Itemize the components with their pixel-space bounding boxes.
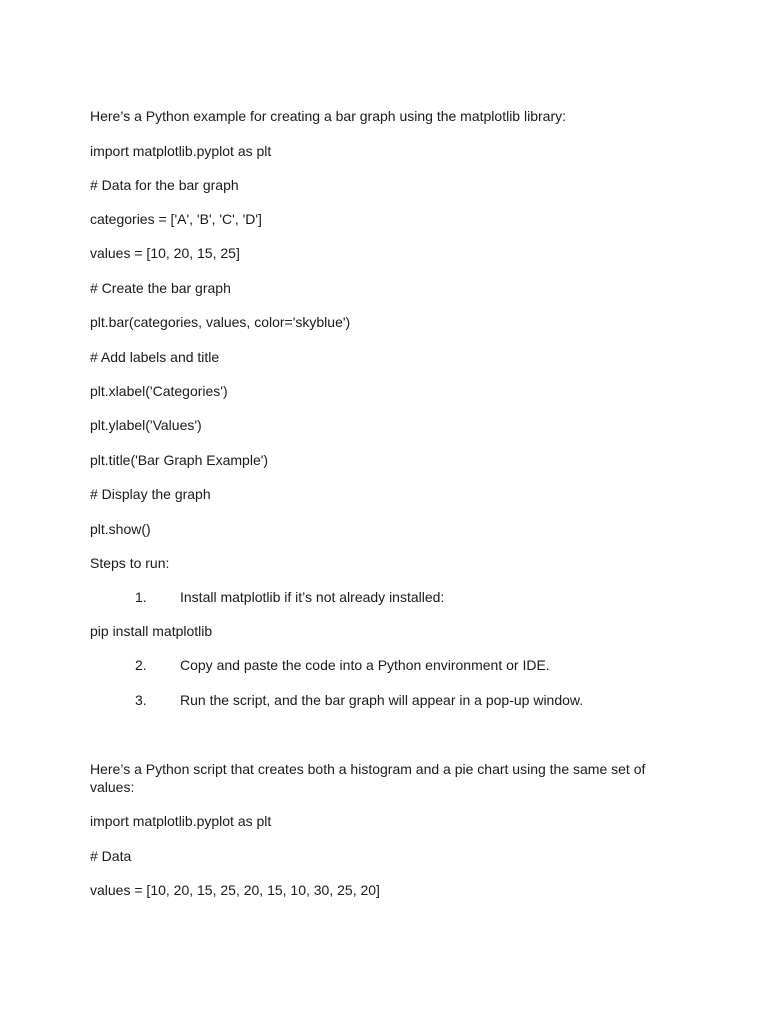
code-comment: # Data xyxy=(90,848,132,864)
code-line: plt.ylabel('Values') xyxy=(90,417,202,433)
code-line: categories = ['A', 'B', 'C', 'D'] xyxy=(90,211,262,227)
code-line: values = [10, 20, 15, 25] xyxy=(90,245,240,261)
step-number: 3. xyxy=(135,692,147,708)
code-line: import matplotlib.pyplot as plt xyxy=(90,813,272,829)
intro-paragraph: Here’s a Python example for creating a bar graph using the matplotlib library: xyxy=(90,108,566,124)
code-line: plt.show() xyxy=(90,521,151,537)
code-line: plt.bar(categories, values, color='skyblue') xyxy=(90,314,351,330)
code-comment: # Create the bar graph xyxy=(90,280,231,296)
install-command: pip install matplotlib xyxy=(90,623,213,639)
step-number: 1. xyxy=(135,589,147,605)
step-text: Install matplotlib if it’s not already installed: xyxy=(180,589,445,605)
intro-paragraph-2: Here’s a Python script that creates both a histogram and a pie chart using the same set of values: xyxy=(90,761,646,795)
step-text: Run the script, and the bar graph will appear in a pop-up window. xyxy=(180,692,584,708)
steps-heading: Steps to run: xyxy=(90,555,170,571)
code-line: values = [10, 20, 15, 25, 20, 15, 10, 30, 25, 20] xyxy=(90,882,380,898)
step-text: Copy and paste the code into a Python environment or IDE. xyxy=(180,657,550,673)
step-number: 2. xyxy=(135,657,147,673)
code-comment: # Display the graph xyxy=(90,486,211,502)
code-line: plt.title('Bar Graph Example') xyxy=(90,452,269,468)
code-comment: # Add labels and title xyxy=(90,349,220,365)
code-line: plt.xlabel('Categories') xyxy=(90,383,228,399)
code-line: import matplotlib.pyplot as plt xyxy=(90,143,272,159)
code-comment: # Data for the bar graph xyxy=(90,177,239,193)
